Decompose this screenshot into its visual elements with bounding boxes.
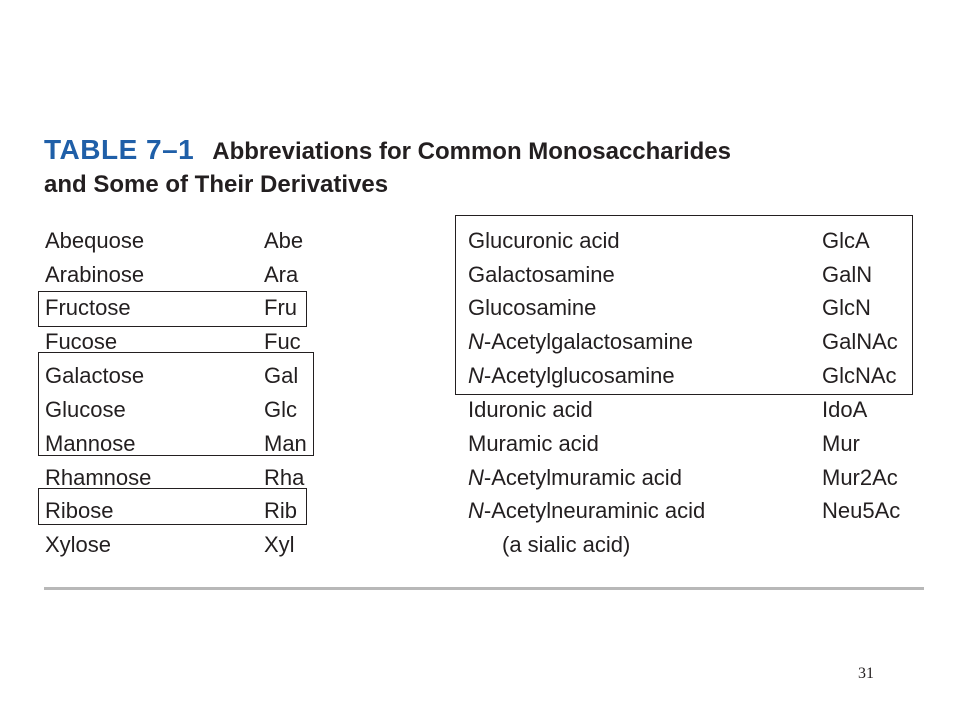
right-abbr-mur: Mur	[822, 431, 860, 456]
left-abbr-fructose: Fru	[264, 295, 297, 320]
highlight-box-ribose	[38, 488, 307, 525]
right-abbr-glcn: GlcN	[822, 295, 871, 320]
highlight-box-aldohexoses	[38, 352, 314, 456]
left-abbr-xylose: Xyl	[264, 532, 295, 557]
left-name-arabinose: Arabinose	[45, 262, 145, 287]
highlight-box-amino-sugars	[455, 215, 913, 395]
bottom-rule	[44, 587, 924, 590]
right-name-text: Glucuronic acid	[468, 228, 620, 253]
table-title-line2: and Some of Their Derivatives	[44, 171, 389, 198]
left-abbr-rhamnose: Rha	[264, 465, 305, 490]
left-name-xylose: Xylose	[45, 532, 112, 557]
table-title-line1	[44, 134, 731, 166]
right-name-text: -Acetylgalactosamine	[483, 329, 693, 354]
page-number: 31	[858, 665, 874, 682]
right-prefix: N	[468, 498, 484, 523]
right-prefix: N	[468, 363, 484, 388]
left-name-fructose: Fructose	[45, 295, 131, 320]
right-name-acetylneuraminic-acid	[468, 498, 705, 524]
left-name-glucose: Glucose	[45, 397, 126, 422]
highlight-box-fructose	[38, 291, 307, 327]
right-name-text: -Acetylmuramic acid	[483, 465, 682, 490]
right-name-text: Iduronic acid	[468, 397, 593, 422]
right-name-muramic-acid	[468, 431, 599, 457]
left-name-rhamnose: Rhamnose	[45, 465, 152, 490]
left-name-ribose: Ribose	[45, 498, 114, 523]
right-name-acetylmuramic-acid	[468, 465, 682, 491]
left-abbr-ribose: Rib	[264, 498, 298, 523]
left-name-fucose: Fucose	[45, 329, 118, 354]
right-prefix: N	[468, 329, 484, 354]
right-name-text: -Acetylglucosamine	[483, 363, 675, 388]
right-abbr-glcnac: GlcNAc	[822, 363, 897, 388]
sialic-acid-note: (a sialic acid)	[502, 532, 631, 557]
left-name-abequose: Abequose	[45, 228, 145, 253]
left-abbr-galactose: Gal	[264, 363, 299, 388]
right-name-text: Muramic acid	[468, 431, 599, 456]
table-title: Abbreviations for Common Monosaccharides	[212, 138, 732, 165]
right-name-text: -Acetylneuraminic acid	[483, 498, 706, 523]
left-abbr-glucose: Glc	[264, 397, 297, 422]
right-prefix: N	[468, 465, 484, 490]
right-abbr-neu5ac: Neu5Ac	[822, 498, 901, 523]
left-name-galactose: Galactose	[45, 363, 145, 388]
left-abbr-fucose: Fuc	[264, 329, 301, 354]
right-name-text: Glucosamine	[468, 295, 597, 320]
right-abbr-galn: GalN	[822, 262, 873, 287]
left-name-mannose: Mannose	[45, 431, 136, 456]
right-abbr-galnac: GalNAc	[822, 329, 898, 354]
right-abbr-mur2ac: Mur2Ac	[822, 465, 898, 490]
left-abbr-arabinose: Ara	[264, 262, 299, 287]
right-abbr-glca: GlcA	[822, 228, 870, 253]
right-name-iduronic-acid	[468, 397, 593, 423]
right-abbr-idoa: IdoA	[822, 397, 868, 422]
right-name-text: Galactosamine	[468, 262, 615, 287]
left-abbr-mannose: Man	[264, 431, 307, 456]
left-abbr-abequose: Abe	[264, 228, 304, 253]
table-label: TABLE 7–1	[44, 134, 195, 165]
